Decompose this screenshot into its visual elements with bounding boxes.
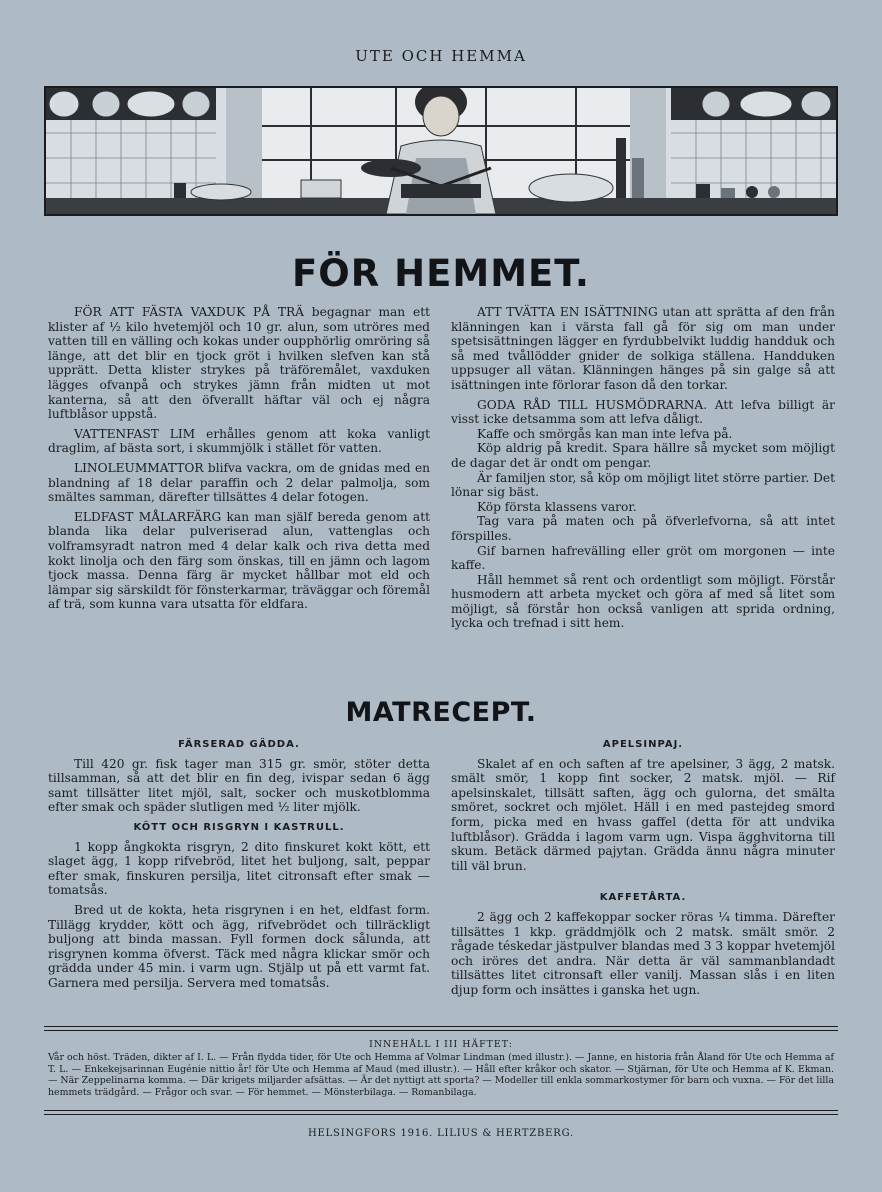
article-eldfast-malarfarg: ELDFAST MÅLARFÄRG kan man själf bereda genom att blanda lika delar pulveriserad alun, vattenglas och volframsyradt natron med 4 delar kalk och riva detta med kokt linolja och den färg som önskas, till en jämn och lagom tjock massa. Denna färg är mycket hållbar mot eld och lämpar sig särskildt för fönsterkarmar, träväggar och föremål af trä, som kunna vara utsatta för eldfara. (48, 509, 430, 612)
contents-text: Vår och höst. Träden, dikter af I. L. — Från flydda tider, för Ute och Hemma af Volmar Lindman (med illustr.). — Janne, en historia från Åland för Ute och Hemma af T. L. — Enkekejsarinnan Eugénie nittio år! för Ute och Hemma af Maud (med illustr.). — Håll efter kråkor och skator. — Stjärnan, för Ute och Hemma af K. Ekman. — När Zeppelinarna komma. — Där krigets miljarder afsättas. — Är det nyttigt att sporta? — Modeller till enkla sommarkostymer för barn och vuxna. — För det lilla hemmets trädgård. — Frågor och svar. — För hemmet. — Mönsterbilaga. — Romanbilaga. (48, 1052, 834, 1098)
article-linoleummattor: LINOLEUMMATTOR blifva vackra, om de gnidas med en blandning af 18 delar paraffin och 2 delar palmolja, som smältes samman, därefter tillsättes 4 delar fotogen. (48, 460, 430, 505)
article-vattenfast-lim: VATTENFAST LIM erhålles genom att koka vanligt draglim, af bästa sort, i skummjölk i stället för vatten. (48, 426, 430, 456)
advice-item: Köp första klassens varor. (477, 499, 637, 514)
kitchen-illustration (44, 86, 838, 216)
recipe-title-farserad-gadda: FÄRSERAD GÄDDA. (178, 739, 300, 750)
recipe-text: Till 420 gr. fisk tager man 315 gr. smör, stöter detta tillsamman, så att det blir en fin deg, ivispar sedan 6 ägg samt tillsätter litet mjöl, salt, socker och muskotblomma efter smak och späder slutligen med ½ liter mjölk. (48, 756, 430, 815)
section-title-for-hemmet: FÖR HEMMET. (292, 252, 590, 295)
masthead: UTE OCH HEMMA (355, 47, 527, 65)
divider-rule (44, 1026, 838, 1027)
recipe-title-apelsinpaj: APELSINPAJ. (602, 739, 684, 750)
divider-rule (44, 1114, 838, 1115)
hemmet-right-column (451, 305, 835, 631)
table-of-contents (48, 1039, 834, 1098)
advice-item: Är familjen stor, så köp om möjligt litet större partier. Det lönar sig bäst. (451, 470, 835, 500)
advice-item: Håll hemmet så rent och ordentligt som möjligt. Förstår husmodern att arbeta mycket och göra af med så litet som möjligt, så förstår hon också vanligen att sprida ordning, lycka och trefnad i sitt hem. (451, 572, 835, 631)
recipe-text: 1 kopp ångkokta risgryn, 2 dito finskuret kokt kött, ett slaget ägg, 1 kopp rifvebröd, litet het buljong, salt, peppar efter smak, finskuren persilja, litet citronsaft efter smak — tomatsås. (48, 839, 430, 898)
recipes-left-column (48, 738, 430, 996)
advice-item: Köp aldrig på kredit. Spara hällre så mycket som möjligt de dagar det är ondt om pengar. (451, 441, 835, 470)
imprint: HELSINGFORS 1916. LILIUS & HERTZBERG. (307, 1128, 574, 1139)
advice-item: Gif barnen hafrevälling eller gröt om morgonen — inte kaffe. (451, 543, 835, 573)
hemmet-left-column (48, 305, 430, 617)
divider-rule (44, 1110, 838, 1111)
section-title-matrecept: MATRECEPT. (345, 697, 537, 728)
advice-item: Kaffe och smörgås kan man inte lefva på. (477, 426, 733, 441)
recipe-title-kaffetarta: KAFFETÅRTA. (599, 892, 687, 904)
advice-intro: GODA RÅD TILL HUSMÖDRARNA. Att lefva billigt är visst icke detsamma som att lefva dåligt. (451, 397, 835, 427)
article-isattning: ATT TVÄTTA EN ISÄTTNING utan att sprätta af den från klänningen kan i värsta fall gå för sig om man under spetsisättningen lägger en fyrdubbelvikt luddig handduk och så med tvållödder gnider de solkiga ställena. Handduken uppsuger all vätan. Klänningen hänges på sin galge så att isättningen inte förlorar fason då den torkar. (451, 305, 835, 392)
advice-item: Tag vara på maten och på öfverlefvorna, så att intet förspilles. (451, 514, 835, 543)
divider-rule (44, 1030, 838, 1031)
recipe-text: Bred ut de kokta, heta risgrynen i en het, eldfast form. Tillägg krydder, kött och ägg, rifvebrödet och tillräckligt buljong att binda massan. Fyll formen dock sålunda, att risgrynen komma öfverst. Täck med några klickar smör och grädda under 45 min. i varm ugn. Stjälp ut på ett varmt fat. Garnera med persilja. Servera med tomatsås. (48, 902, 430, 990)
recipe-text: 2 ägg och 2 kaffekoppar socker röras ¼ timma. Därefter tillsättes 1 kkp. gräddmjölk och 2 matsk. smält smör. 2 rågade téskedar jästpulver blandas med 3 3 koppar hvetemjöl och iröres det andra. När detta är väl sammanblandadt tillsättes litet citronsaft eller vanilj. Massan slås i en liten djup form och insättes i ganska het ugn. (451, 909, 835, 997)
article-vaxduk: FÖR ATT FÄSTA VAXDUK PÅ TRÄ begagnar man ett klister af ½ kilo hvetemjöl och 10 gr. alun, som utröres med vatten till en välling och kokas under oupphörlig omröring så länge, att det blir en tjock gröt i hvilken slefven kan stå upprätt. Detta klister strykes på träföremålet, vaxduken lägges ofvanpå och strykes jämn från midten ut mot kanterna, så att den öfverallt häftar väl och ej några luftblåsor uppstå. (48, 305, 430, 422)
contents-heading: INNEHÅLL I III HÄFTET: (369, 1039, 513, 1050)
recipe-text: Skalet af en och saften af tre apelsiner, 3 ägg, 2 matsk. smält smör, 1 kopp fint socker, 2 matsk. mjöl. — Rif apelsinskalet, tillsätt saften, ägg och gulorna, det smälta smöret, sockret och mjölet. Häll i en med pastejdeg smord form, picka med en hvass gaffel (detta för att undvika luftblåsor). Grädda i lagom varm ugn. Vispa ägghvitorna till skum. Betäck därmed pajytan. Grädda ännu några minuter till väl brun. (451, 756, 835, 873)
recipes-right-column (451, 738, 835, 1003)
recipe-title-kott-och-risgryn: KÖTT OCH RISGRYN I KASTRULL. (133, 821, 345, 833)
